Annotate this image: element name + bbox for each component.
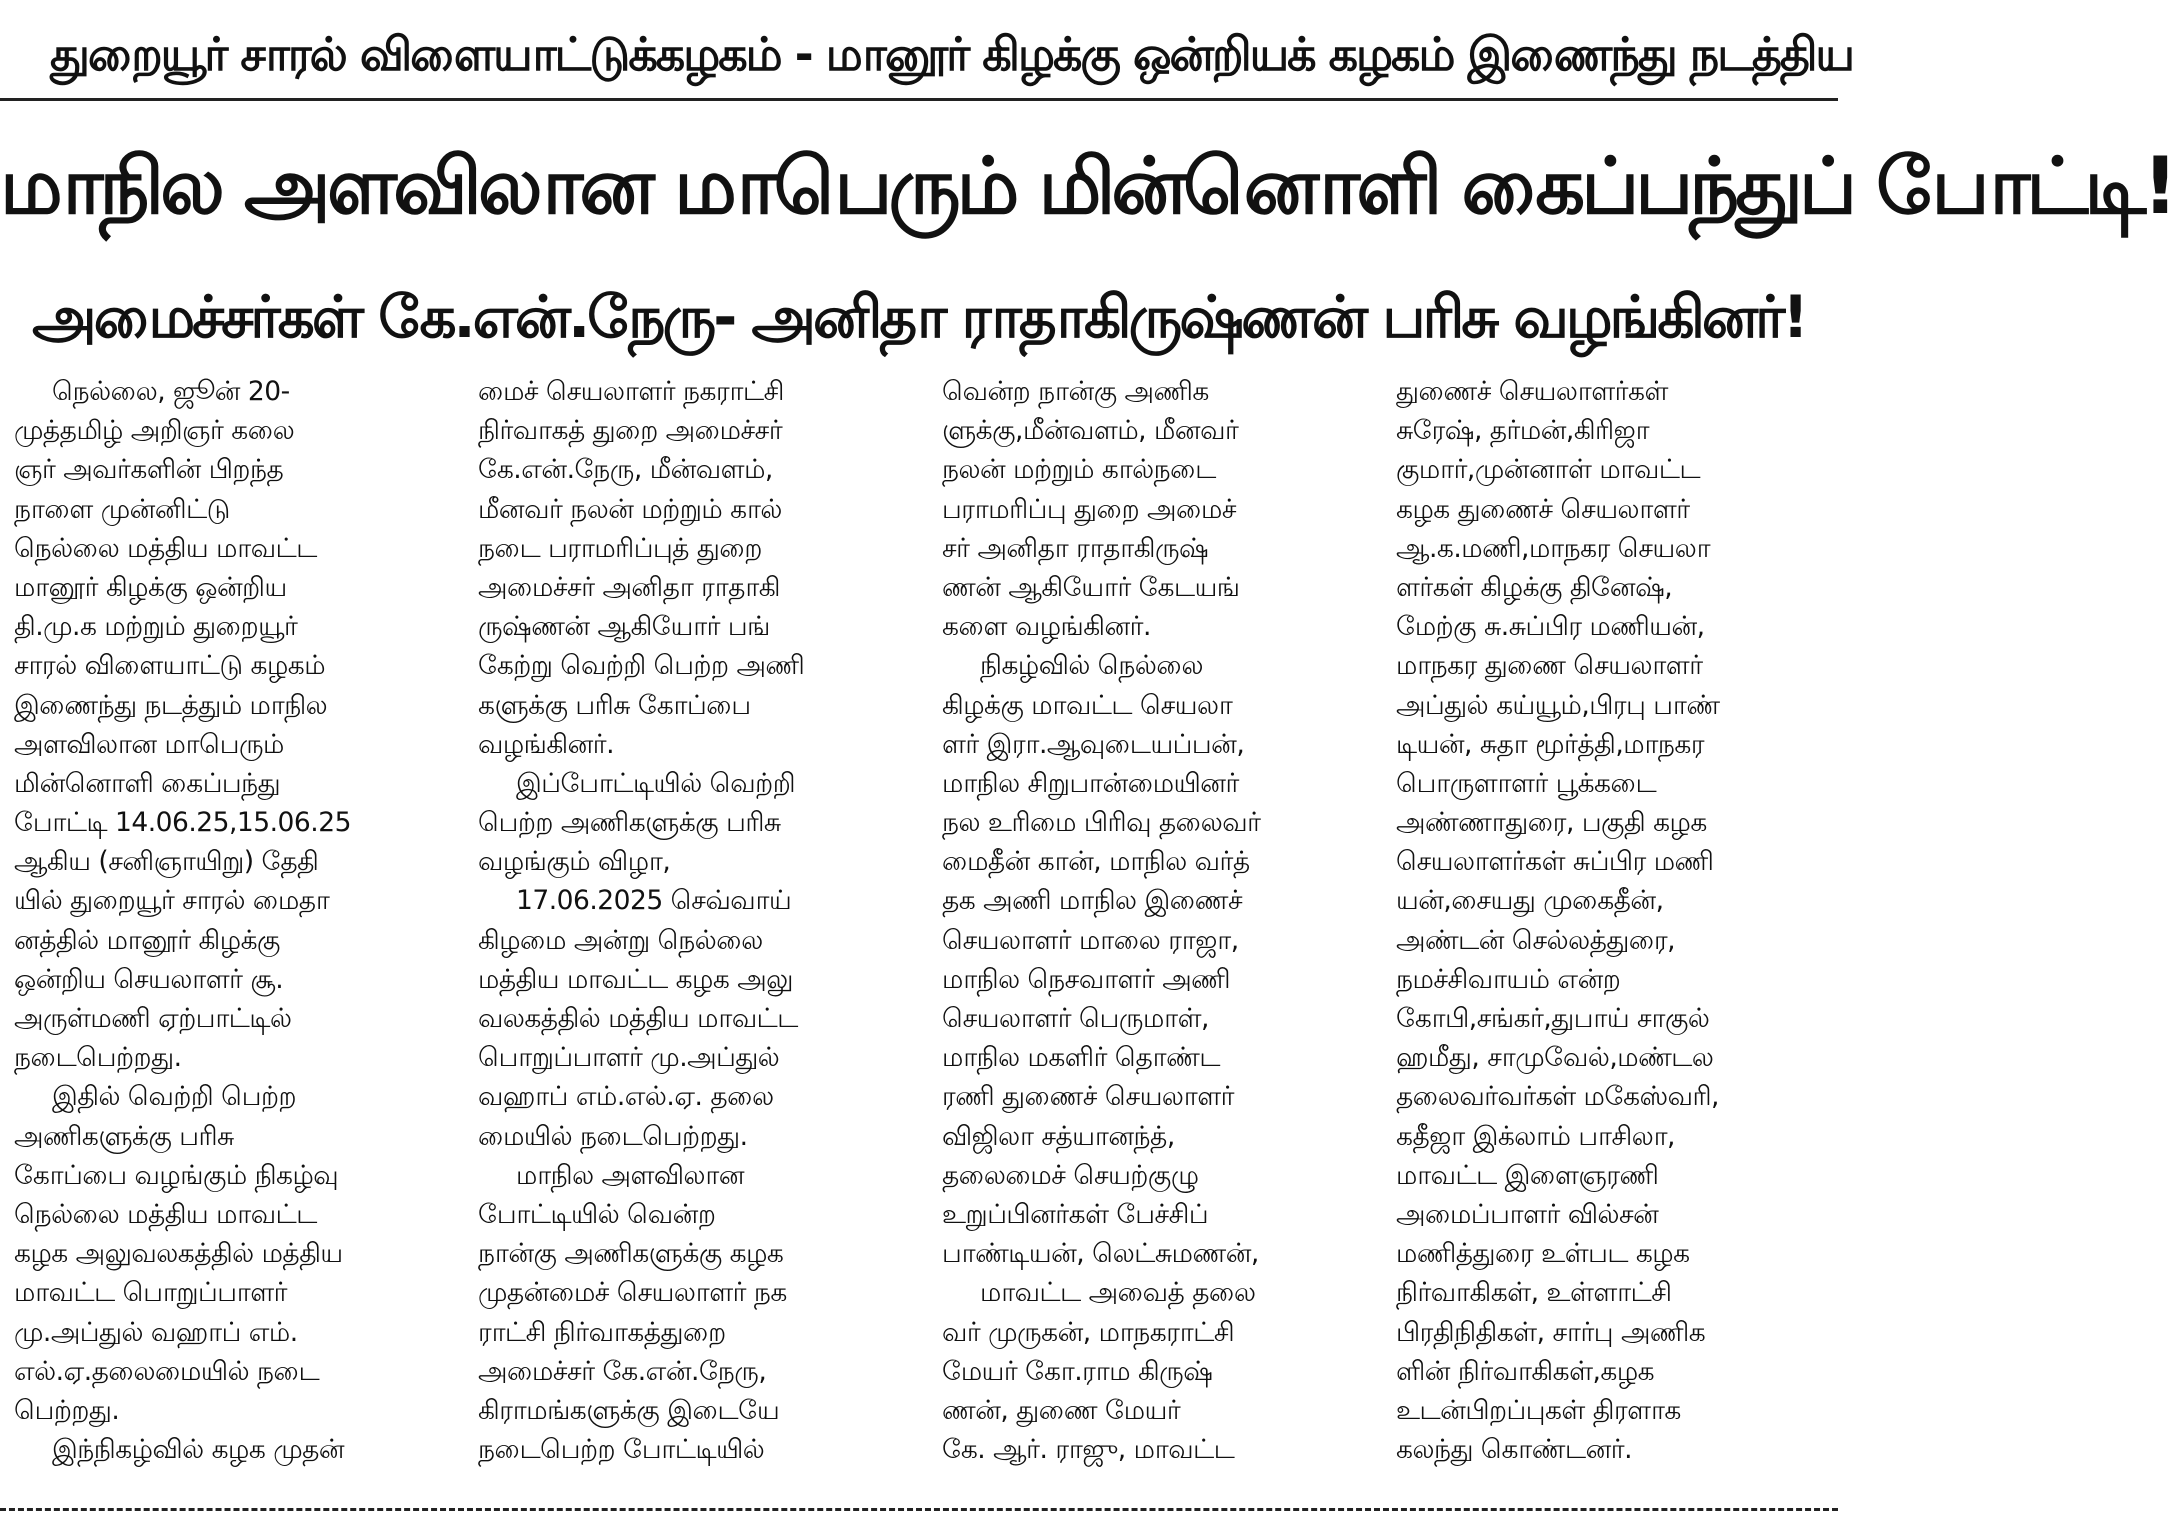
body-line: பெற்ற அணிகளுக்கு பரிசு	[478, 807, 781, 839]
body-line: நெல்லை மத்திய மாவட்ட	[14, 1198, 317, 1230]
body-line: ஒன்றிய செயலாளர் சூ.	[14, 963, 284, 995]
body-column-3	[942, 372, 1394, 1502]
body-line: நாளை முன்னிட்டு	[14, 493, 230, 525]
body-line: வழங்கும் விழா,	[478, 846, 671, 878]
body-line: குமார்,முன்னாள் மாவட்ட	[1396, 454, 1701, 486]
body-line: இதில் வெற்றி பெற்ற	[52, 1081, 297, 1113]
body-line: அண்டன் செல்லத்துரை,	[1396, 924, 1676, 956]
body-line: ஆ.க.மணி,மாநகர செயலா	[1396, 532, 1711, 564]
article-kicker: துறையூர் சாரல் விளையாட்டுக்கழகம் - மானூர் கிழக்கு ஒன்றியக் கழகம் இணைந்து நடத்திய	[50, 27, 1853, 81]
body-line: மின்னொளி கைப்பந்து	[14, 767, 281, 799]
body-line: ராட்சி நிர்வாகத்துறை	[478, 1316, 726, 1348]
body-line: எல்.ஏ.தலைமையில் நடை	[14, 1355, 320, 1387]
body-line: நிர்வாகிகள், உள்ளாட்சி	[1396, 1277, 1672, 1309]
body-line: களுக்கு பரிசு கோப்பை	[478, 689, 751, 721]
body-line: அமைப்பாளர் வில்சன்	[1396, 1198, 1659, 1230]
body-line: கழக துணைச் செயலாளர்	[1396, 493, 1690, 525]
body-line: கேற்று வெற்றி பெற்ற அணி	[478, 650, 805, 682]
body-line: மானூர் கிழக்கு ஒன்றிய	[14, 571, 287, 603]
body-line: மாநில மகளிர் தொண்ட	[942, 1042, 1220, 1074]
body-line: உறுப்பினர்கள் பேச்சிப்	[942, 1198, 1209, 1230]
body-line: சுரேஷ், தர்மன்,கிரிஜா	[1396, 415, 1650, 447]
body-line: ளுக்கு,மீன்வளம், மீனவர்	[942, 415, 1239, 447]
body-line: உடன்பிறப்புகள் திரளாக	[1396, 1394, 1681, 1426]
body-line: பெற்றது.	[14, 1394, 120, 1426]
body-line: ணன் ஆகியோர் கேடயங்	[942, 571, 1240, 603]
body-line: நமச்சிவாயம் என்ற	[1396, 963, 1621, 995]
body-line: வஹாப் எம்.எல்.ஏ. தலை	[478, 1081, 774, 1113]
body-line: தலைமைச் செயற்குழு	[942, 1159, 1199, 1191]
body-line: தி.மு.க மற்றும் துறையூர்	[14, 611, 298, 643]
body-line: மேற்கு சு.சுப்பிர மணியன்,	[1396, 611, 1705, 643]
body-line: இந்நிகழ்வில் கழக முதன்	[52, 1434, 345, 1466]
body-line: ளர்கள் கிழக்கு தினேஷ்,	[1396, 571, 1673, 603]
body-line: துணைச் செயலாளர்கள்	[1396, 376, 1668, 407]
body-line: கதீஜா இக்லாம் பாசிலா,	[1396, 1120, 1675, 1152]
body-line: வர் முருகன், மாநகராட்சி	[942, 1316, 1235, 1348]
body-line: டியன், சுதா மூர்த்தி,மாநகர	[1396, 728, 1705, 760]
body-line: ஹமீது, சாமுவேல்,மண்டல	[1396, 1042, 1714, 1074]
body-column-2	[478, 372, 930, 1502]
body-line: நடைபெற்றது.	[14, 1042, 182, 1074]
body-line: மைதீன் கான், மாநில வர்த்	[942, 846, 1250, 878]
body-line: மையில் நடைபெற்றது.	[478, 1120, 748, 1152]
body-line: மு.அப்துல் வஹாப் எம்.	[14, 1316, 298, 1348]
body-line: மாநில நெசவாளர் அணி	[942, 963, 1231, 995]
bottom-divider	[0, 1508, 1838, 1511]
body-line: இணைந்து நடத்தும் மாநில	[14, 689, 328, 721]
body-line: அமைச்சர் அனிதா ராதாகி	[478, 571, 781, 603]
body-line: களை வழங்கினர்.	[942, 611, 1151, 643]
body-line: மத்திய மாவட்ட கழக அலு	[478, 963, 793, 995]
body-line: கோப்பை வழங்கும் நிகழ்வு	[14, 1159, 339, 1191]
body-line: அணிகளுக்கு பரிசு	[14, 1120, 234, 1152]
body-line: மீனவர் நலன் மற்றும் கால்	[478, 493, 782, 525]
body-line: போட்டியில் வென்ற	[478, 1198, 716, 1230]
body-line: விஜிலா சத்யானந்த்,	[942, 1120, 1175, 1152]
body-line: ஆகிய (சனிஞாயிறு) தேதி	[14, 846, 319, 878]
body-line: நல உரிமை பிரிவு தலைவர்	[942, 807, 1261, 839]
body-line: நிர்வாகத் துறை அமைச்சர்	[478, 415, 783, 447]
body-line: னத்தில் மானூர் கிழக்கு	[14, 924, 280, 956]
body-line: பொறுப்பாளர் மு.அப்துல்	[478, 1042, 780, 1074]
body-line: வலகத்தில் மத்திய மாவட்ட	[478, 1003, 798, 1034]
body-line: அப்துல் கய்யூம்,பிரபு பாண்	[1396, 689, 1720, 721]
body-line: மாவட்ட அவைத் தலை	[980, 1277, 1256, 1309]
body-line: இப்போட்டியில் வெற்றி	[516, 767, 795, 799]
body-line: யன்,சையது முகைதீன்,	[1396, 885, 1664, 917]
article-subheadline: அமைச்சர்கள் கே.என்.நேரு- அனிதா ராதாகிருஷ்ணன் பரிசு வழங்கினர்!	[32, 283, 1806, 351]
article-body	[0, 372, 1838, 1502]
body-line: கிழமை அன்று நெல்லை	[478, 924, 763, 956]
body-line: கே. ஆர். ராஜு, மாவட்ட	[942, 1434, 1235, 1466]
body-column-4	[1396, 372, 1848, 1502]
body-line: மணித்துரை உள்பட கழக	[1396, 1238, 1690, 1270]
body-line: கழக அலுவலகத்தில் மத்திய	[14, 1238, 343, 1270]
body-line: அண்ணாதுரை, பகுதி கழக	[1396, 807, 1707, 839]
body-line: ளர் இரா.ஆவுடையப்பன்,	[942, 728, 1245, 760]
body-line: மாவட்ட இளைஞரணி	[1396, 1159, 1659, 1191]
body-line: ருஷ்ணன் ஆகியோர் பங்	[478, 611, 770, 643]
article-headline: மாநில அளவிலான மாபெரும் மின்னொளி கைப்பந்துப் போட்டி!	[0, 142, 2174, 232]
body-line: 17.06.2025 செவ்வாய்	[516, 885, 792, 917]
body-line: கோபி,சங்கர்,துபாய் சாகுல்	[1396, 1003, 1710, 1034]
body-line: பராமரிப்பு துறை அமைச்	[942, 493, 1237, 525]
body-line: வழங்கினர்.	[478, 728, 615, 760]
body-line: பாண்டியன், லெட்சுமணன்,	[942, 1238, 1259, 1270]
body-line: நலன் மற்றும் கால்நடை	[942, 454, 1216, 486]
body-line: ஞர் அவர்களின் பிறந்த	[14, 454, 284, 486]
body-line: ரணி துணைச் செயலாளர்	[942, 1081, 1235, 1113]
body-line: மாநில சிறுபான்மையினர்	[942, 767, 1239, 799]
body-line: மாநகர துணை செயலாளர்	[1396, 650, 1703, 682]
body-line: ணன், துணை மேயர்	[942, 1394, 1181, 1426]
body-line: சர் அனிதா ராதாகிருஷ்	[942, 532, 1209, 564]
body-line: நடைபெற்ற போட்டியில்	[478, 1434, 765, 1466]
body-line: அருள்மணி ஏற்பாட்டில்	[14, 1003, 292, 1034]
body-line: யில் துறையூர் சாரல் மைதா	[14, 885, 330, 917]
kicker-divider	[0, 98, 1838, 101]
body-line: மேயர் கோ.ராம கிருஷ்	[942, 1355, 1213, 1387]
body-line: செயலாளர் மாலை ராஜா,	[942, 924, 1239, 956]
body-line: அளவிலான மாபெரும்	[14, 728, 284, 760]
body-line: தலைவர்வர்கள் மகேஸ்வரி,	[1396, 1081, 1719, 1113]
body-line: செயலாளர் பெருமாள்,	[942, 1003, 1209, 1034]
body-line: நடை பராமரிப்புத் துறை	[478, 532, 762, 564]
body-line: வென்ற நான்கு அணிக	[942, 376, 1209, 407]
body-line: முத்தமிழ் அறிஞர் கலை	[14, 415, 295, 447]
body-line: கலந்து கொண்டனர்.	[1396, 1434, 1633, 1466]
body-line: தக அணி மாநில இணைச்	[942, 885, 1243, 917]
body-line: பிரதிநிதிகள், சார்பு அணிக	[1396, 1316, 1706, 1348]
body-line: நான்கு அணிகளுக்கு கழக	[478, 1238, 784, 1270]
body-line: மைச் செயலாளர் நகராட்சி	[478, 376, 784, 407]
body-line: கிழக்கு மாவட்ட செயலா	[942, 689, 1233, 721]
body-line: நெல்லை, ஜூன் 20-	[52, 376, 290, 407]
body-column-1	[14, 372, 466, 1502]
body-line: முதன்மைச் செயலாளர் நக	[478, 1277, 787, 1309]
body-line: மாவட்ட பொறுப்பாளர்	[14, 1277, 288, 1309]
body-line: போட்டி 14.06.25,15.06.25	[14, 807, 351, 839]
body-line: சாரல் விளையாட்டு கழகம்	[14, 650, 326, 682]
body-line: நெல்லை மத்திய மாவட்ட	[14, 532, 317, 564]
body-line: நிகழ்வில் நெல்லை	[980, 650, 1203, 682]
body-line: கே.என்.நேரு, மீன்வளம்,	[478, 454, 773, 486]
body-line: கிராமங்களுக்கு இடையே	[478, 1394, 780, 1426]
body-line: அமைச்சர் கே.என்.நேரு,	[478, 1355, 767, 1387]
body-line: மாநில அளவிலான	[516, 1159, 745, 1191]
body-line: பொருளாளர் பூக்கடை	[1396, 767, 1657, 799]
body-line: ளின் நிர்வாகிகள்,கழக	[1396, 1355, 1655, 1387]
body-line: செயலாளர்கள் சுப்பிர மணி	[1396, 846, 1714, 878]
